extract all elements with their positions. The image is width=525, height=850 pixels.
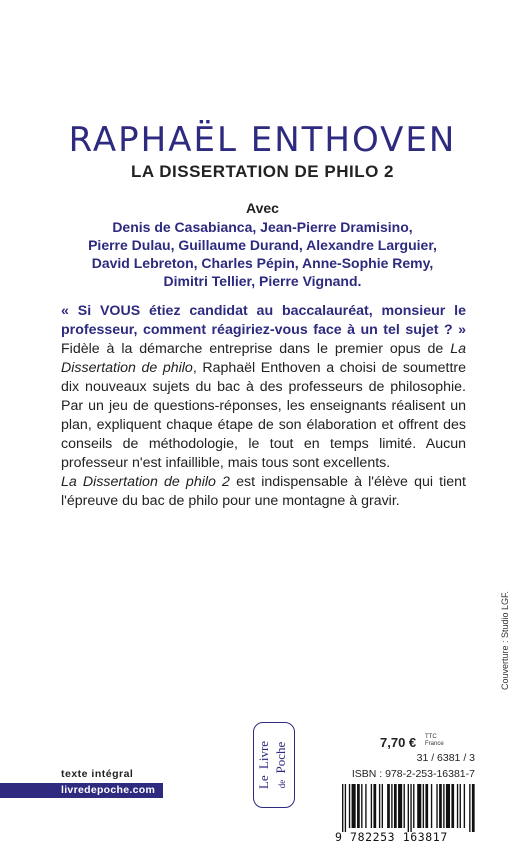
texte-integral-label: texte intégral [61,768,134,780]
barcode-bar [436,784,437,828]
logo-text-line [273,742,288,789]
barcode-bar [408,784,409,832]
logo-text-de: de [277,779,287,789]
contributors-line: Denis de Casabianca, Jean-Pierre Dramisino, [112,219,413,235]
blurb-text: , Raphaël Enthoven a choisi de soumettre dix nouveaux sujets du bac à des professeurs de philosophie. Par un jeu de questions-réponses, les enseignants réalisent un plan, expliquent chaque étape de son élaboration et offrent des conseils de méthodologie, le tout en temps limité. Aucun professeur n'est infaillible, mais tous sont excellents. [61,360,467,471]
barcode-bar [382,784,383,828]
price-country: France [425,741,444,747]
barcode-bar [391,784,392,828]
barcode-bar [361,784,362,828]
barcode-bar [373,784,376,828]
contributors-list [0,218,525,290]
price-ttc: TTC [425,734,437,740]
barcode-bar [365,784,366,828]
contributors-line: David Lebreton, Charles Pépin, Anne-Sophie Remy, [91,255,434,271]
logo-text-line [256,741,271,789]
barcode-bar [349,784,350,828]
barcode-bar [472,784,475,832]
catalog-code: 31 / 6381 / 3 [416,752,475,764]
price: 7,70 € [380,735,417,750]
logo-text-poche: Poche [273,741,288,774]
barcode-bar [460,784,461,828]
logo-text-le: Le [256,775,271,790]
blurb-quote: « Si VOUS étiez candidat au baccalauréat, monsieur le professeur, comment réagiriez-vous face à un tel sujet ? » [61,303,466,338]
barcode-bar [469,784,470,832]
barcode-bar [431,784,432,828]
barcode-bar [425,784,428,828]
barcode-bar [345,784,346,832]
barcode-bar [413,784,414,828]
barcode-bar [439,784,442,828]
blurb-text: est indispensable à l'élève qui tient l'épreuve du bac de philo pour une montagne à gravir. [61,474,466,509]
logo-wordmark [255,724,293,806]
barcode-bar [464,784,465,828]
avec-label: Avec [246,200,279,216]
logo-text-livre: Livre [256,740,271,770]
blurb-paragraph-2 [61,473,466,511]
author-name: RAPHAËL ENTHOVEN [68,120,457,160]
barcode-bar [423,784,424,828]
barcode-bar [379,784,380,828]
barcode-bar [398,784,402,828]
barcode-bar [342,784,343,832]
contributors-line: Pierre Dulau, Guillaume Durand, Alexandre Larguier, [88,237,437,253]
barcode-bar [410,784,411,832]
website-link[interactable]: livredepoche.com [0,783,163,798]
barcode-bar [352,784,356,828]
blurb-paragraph-1 [61,302,466,473]
price-tax-note [425,734,444,748]
livre-de-poche-logo [253,722,295,808]
barcode-bar [417,784,421,828]
barcode-digits: 9 782253 163817 [335,830,448,844]
barcode-bar [446,784,450,828]
cover-credit: Couverture : Studio LGF. [500,590,510,690]
barcode-bar [387,784,390,828]
blurb-book-title: La Dissertation de philo 2 [61,474,230,490]
blurb-book-title: La Dissertation de philo [61,341,466,376]
barcode-bar [357,784,360,828]
barcode [342,784,476,832]
contributors-line: Dimitri Tellier, Pierre Vignand. [163,273,362,289]
barcode-bar [394,784,397,828]
book-title: LA DISSERTATION DE PHILO 2 [131,162,394,181]
barcode-bar [451,784,454,828]
barcode-bar [443,784,444,828]
barcode-bar [371,784,372,828]
barcode-bar [457,784,458,828]
barcode-bar [404,784,405,828]
back-cover-blurb [61,302,466,511]
blurb-text: Fidèle à la démarche entreprise dans le premier opus de [61,341,451,357]
isbn: ISBN : 978-2-253-16381-7 [351,768,475,780]
